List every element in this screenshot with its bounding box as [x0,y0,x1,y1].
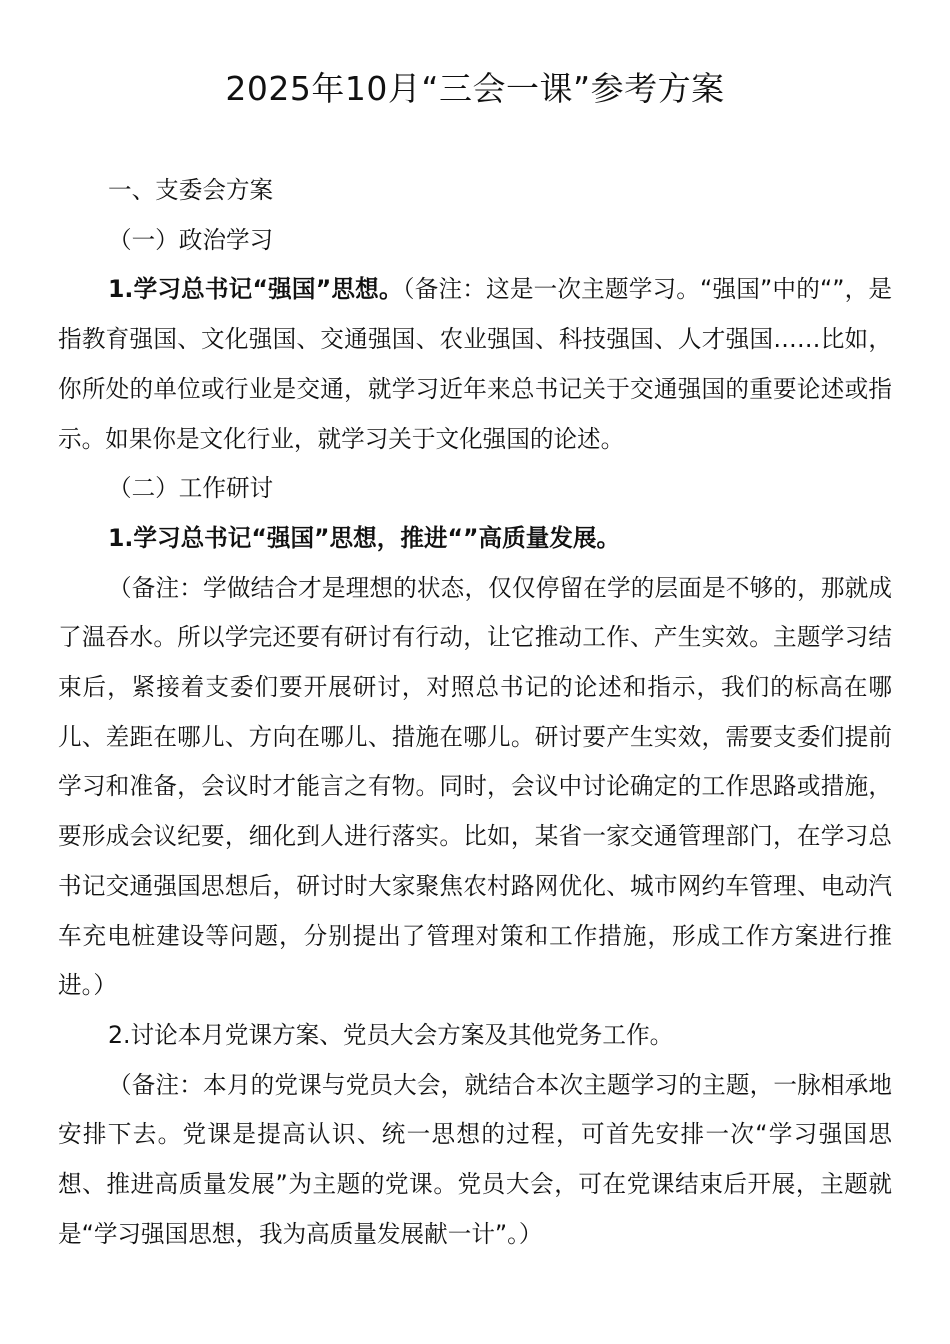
study-item-title: 1.学习总书记“强国”思想。 [108,275,403,304]
document-body [58,166,892,1259]
subheading-political-study: （一）政治学习 [108,225,274,254]
subheading-work-discussion: （二）工作研讨 [108,474,274,503]
section-heading-committee: 一、支委会方案 [108,176,274,204]
discussion-item-note: （备注：学做结合才是理想的状态，仅仅停留在学的层面是不够的，那就成了温吞水。所以学完还要有研讨有行动，让它推动工作、产生实效。主题学习结束后，紧接着支委们要开展研讨，对照总书记的论述和指示，我们的标高在哪儿、差距在哪儿、方向在哪儿、措施在哪儿。研讨要产生实效，需要支委们提前学习和准备，会议时才能言之有物。同时，会议中讨论确定的工作思路或措施，要形成会议纪要，细化到人进行落实。比如，某省一家交通管理部门，在学习总书记交通强国思想后，研讨时大家聚焦农村路网优化、城市网约车管理、电动汽车充电桩建设等问题，分别提出了管理对策和工作措施，形成工作方案进行推进。） [58,573,892,1000]
document-title: 2025年10月“三会一课”参考方案 [225,69,725,108]
paragraph-study-item [58,265,892,464]
study-item-note: （备注：这是一次主题学习。“强国”中的“”，是指教育强国、文化强国、交通强国、农业强国、科技强国、人才强国……比如，你所处的单位或行业是交通，就学习近年来总书记关于交通强国的重要论述或指示。如果你是文化行业，就学习关于文化强国的论述。 [58,275,892,453]
discussion-item-title: 1.学习总书记“强国”思想，推进“”高质量发展。 [108,523,621,552]
discussion-item-2: 2.讨论本月党课方案、党员大会方案及其他党务工作。 [108,1020,674,1049]
discussion-item-2-note: （备注：本月的党课与党员大会，就结合本次主题学习的主题，一脉相承地安排下去。党课是提高认识、统一思想的过程，可首先安排一次“学习强国思想、推进高质量发展”为主题的党课。党员大会，可在党课结束后开展，主题就是“学习强国思想，我为高质量发展献一计”。） [58,1070,892,1248]
